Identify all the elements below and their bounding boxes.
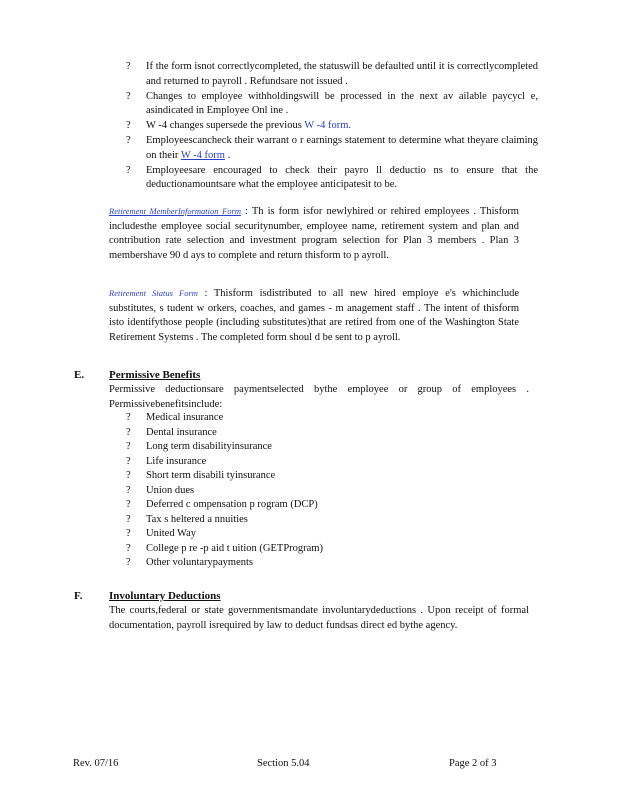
list-item xyxy=(126,411,426,426)
bullet-marker: ? xyxy=(126,61,131,72)
list-item-text: Long term disabilityinsurance xyxy=(146,441,272,452)
status-form-text: : Thisform isdistributed to all new hired employe e's whichinclude substitutes, s tudent w orkers, coaches, and games - m anagement staff . The intent of thisform isto identifythose people (including substitutes)that are retired from one of the Washington State Retirement Systems . The completed form shoul d be sent to p ayroll. xyxy=(109,288,519,343)
list-item-text: Union dues xyxy=(146,484,195,496)
footer-page-number: Page 2 of 3 xyxy=(449,758,497,769)
list-item xyxy=(126,542,426,557)
footer-section: Section 5.04 xyxy=(257,758,310,769)
list-item xyxy=(126,513,426,528)
bullet-marker: ? xyxy=(126,557,131,568)
list-item xyxy=(126,60,538,89)
withholding-notes-list xyxy=(126,60,538,193)
list-item xyxy=(126,440,426,455)
section-f-body: The courts,federal or state governmentsmandate involuntarydeductions . Upon receipt of formal documentation, payroll isrequired by law to deduct fundsas direct ed bythe agency. xyxy=(109,605,529,631)
w4-form-link[interactable]: W -4 form xyxy=(180,149,225,161)
list-item-text: If the form isnot correctlycompleted, the statuswill be defaulted until it is correctlycompleted and returned to payroll . Refundsare not issued . xyxy=(146,61,538,87)
bullet-marker: ? xyxy=(126,528,131,539)
list-item-text-pre: Employeescancheck their warrant o r earnings statement to determine what theyare claiming on their xyxy=(146,135,538,161)
list-item-text: College p re -p aid t uition (GETProgram) xyxy=(146,542,323,554)
member-information-text: : Th is form isfor newlyhired or rehired employees . Thisform includesthe employee social securitynumber, employee name, retirement system and plan and contribution rate selection and investment program selection for Plan 3 members . Plan 3 membershave 90 d ays to complete and return thisform to p ayroll. xyxy=(109,206,519,261)
list-item-text: United Way xyxy=(146,528,196,539)
section-f-heading: Involuntary Deductions xyxy=(109,590,221,602)
list-item xyxy=(126,498,426,513)
list-item-text-post: . xyxy=(224,149,231,161)
list-item-text: Other voluntarypayments xyxy=(146,557,254,568)
bullet-marker: ? xyxy=(126,120,131,131)
list-item-text: Medical insurance xyxy=(146,412,224,423)
list-item xyxy=(126,455,426,470)
list-item xyxy=(126,119,538,134)
bullet-marker: ? xyxy=(126,441,131,452)
list-item-text: Changes to employee withholdingswill be processed in the next av ailable paycycl e, asindicated in Employee Onl ine . xyxy=(146,90,538,116)
list-item xyxy=(126,164,538,193)
bullet-marker: ? xyxy=(126,542,131,554)
bullet-marker: ? xyxy=(126,513,131,525)
bullet-marker: ? xyxy=(126,90,131,102)
list-item xyxy=(126,556,426,571)
status-form-paragraph xyxy=(109,286,519,345)
list-item-text: Deferred c ompensation p rogram (DCP) xyxy=(146,499,318,510)
bullet-marker: ? xyxy=(126,412,131,423)
list-item xyxy=(126,426,426,441)
permissive-benefits-list xyxy=(126,411,426,571)
section-e-intro: Permissive deductionsare paymentselected bythe employee or group of employees . Permissivebenefitsinclude: xyxy=(109,384,529,410)
list-item-text: Dental insurance xyxy=(146,426,217,438)
bullet-marker: ? xyxy=(126,499,131,510)
member-information-paragraph xyxy=(109,204,519,263)
section-e-letter: E. xyxy=(74,369,85,381)
status-form-title: Retirement Status Form xyxy=(109,288,198,298)
list-item xyxy=(126,90,538,119)
bullet-marker: ? xyxy=(126,484,131,496)
member-information-form-link[interactable]: Retirement MemberInformation Form xyxy=(109,206,241,216)
bullet-marker: ? xyxy=(126,470,131,481)
bullet-marker: ? xyxy=(126,426,131,438)
bullet-marker: ? xyxy=(126,455,131,467)
list-item-text: Tax s heltered a nnuities xyxy=(146,513,248,525)
list-item-text-pre: W -4 changes supersede the previous xyxy=(146,120,305,131)
list-item-text: Life insurance xyxy=(146,455,207,467)
section-e-heading: Permissive Benefits xyxy=(109,369,201,381)
footer-revision: Rev. 07/16 xyxy=(73,758,119,769)
list-item-text: Short term disabili tyinsurance xyxy=(146,470,276,481)
bullet-marker: ? xyxy=(126,164,131,176)
list-item xyxy=(126,484,426,499)
w4-form-link[interactable]: W -4 form. xyxy=(304,120,351,131)
bullet-marker: ? xyxy=(126,135,131,146)
list-item xyxy=(126,527,426,542)
list-item-text: Employeesare encouraged to check their payro ll deductio ns to ensure that the deductionamountsare what the employee anticipatesit to be. xyxy=(146,164,538,190)
list-item xyxy=(126,469,426,484)
section-f-letter: F. xyxy=(74,590,83,602)
list-item xyxy=(126,134,538,163)
